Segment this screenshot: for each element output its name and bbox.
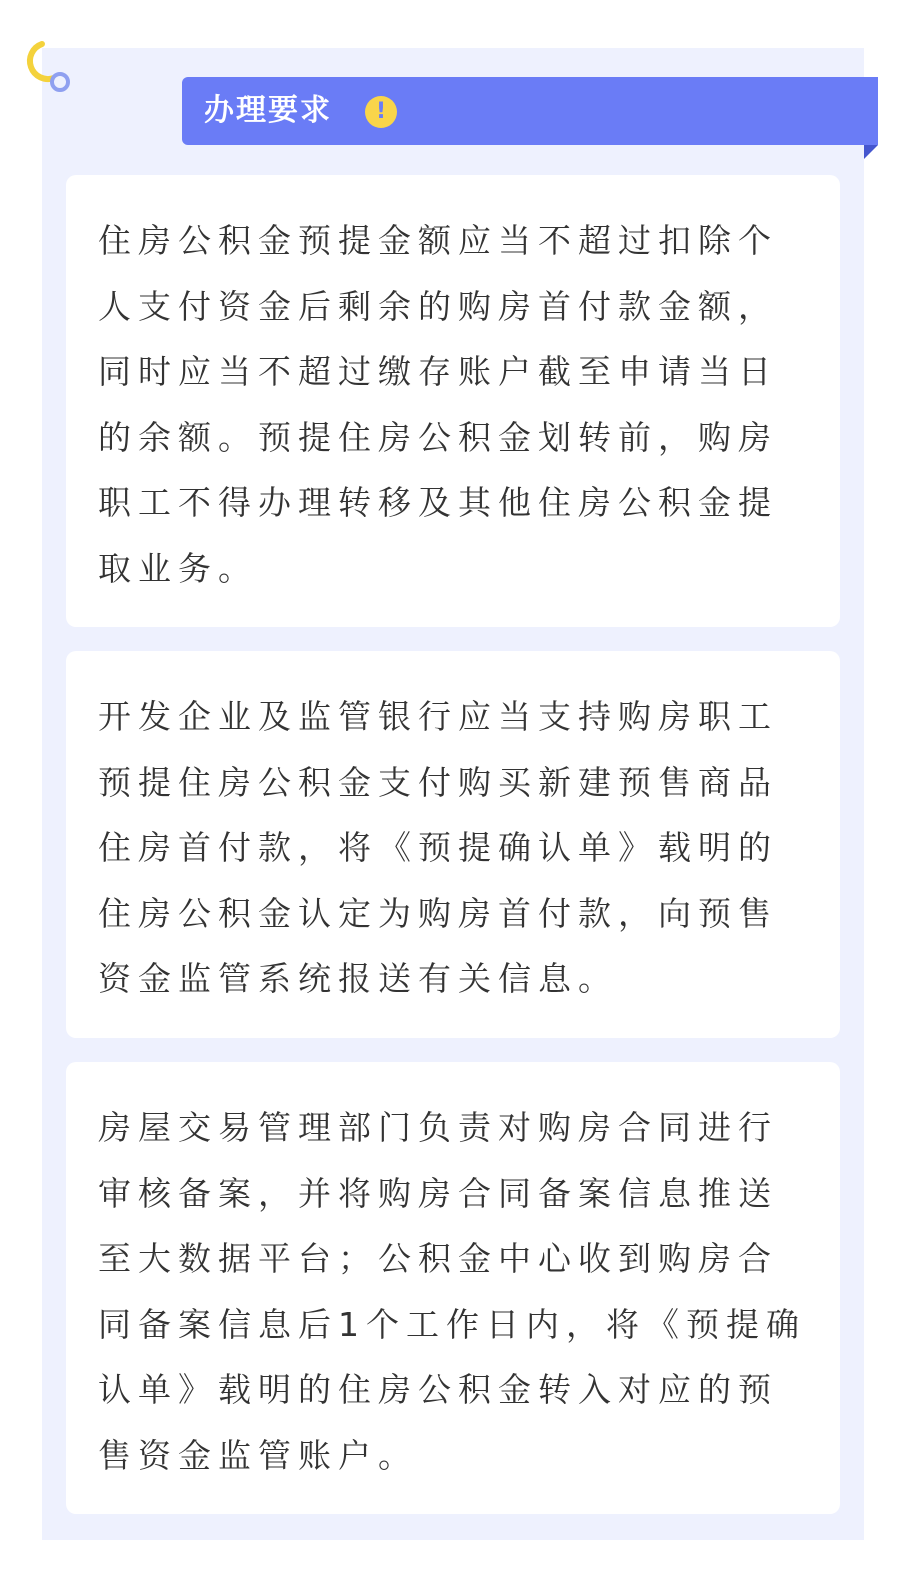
requirement-text-1 [98, 208, 818, 601]
text-line: 资金监管系统报送有关信息。 [98, 959, 618, 998]
text-line: 审核备案，并将购房合同备案信息推送 [98, 1173, 778, 1213]
text-line: 房屋交易管理部门负责对购房合同进行 [98, 1108, 778, 1147]
text-line: 职工不得办理转移及其他住房公积金提 [98, 483, 778, 522]
requirement-text-3 [98, 1095, 818, 1488]
text-line: 至大数据平台；公积金中心收到购房合 [98, 1239, 778, 1278]
text-line: 同时应当不超过缴存账户截至申请当日 [98, 352, 778, 391]
text-line: 取业务。 [98, 548, 258, 588]
requirement-text-2 [98, 684, 818, 1012]
text-line: 同备案信息后1个工作日内，将《预提确 [98, 1304, 806, 1344]
text-line: 认单》载明的住房公积金转入对应的预 [98, 1370, 778, 1409]
text-line: 住房公积金认定为购房首付款，向预售 [98, 893, 778, 933]
section-title: 办理要求 [204, 93, 332, 128]
header-fold-decoration [864, 145, 878, 159]
text-line: 住房首付款，将《预提确认单》载明的 [98, 828, 778, 867]
text-line: 预提住房公积金支付购买新建预售商品 [98, 762, 778, 802]
exclamation-icon: ! [365, 96, 397, 128]
ring-decoration-icon [20, 36, 72, 96]
text-line: 人支付资金后剩余的购房首付款金额， [98, 286, 778, 326]
text-line: 的余额。预提住房公积金划转前，购房 [98, 417, 778, 457]
text-line: 开发企业及监管银行应当支持购房职工 [98, 697, 778, 736]
text-line: 住房公积金预提金额应当不超过扣除个 [98, 221, 778, 260]
text-line: 售资金监管账户。 [98, 1435, 418, 1475]
